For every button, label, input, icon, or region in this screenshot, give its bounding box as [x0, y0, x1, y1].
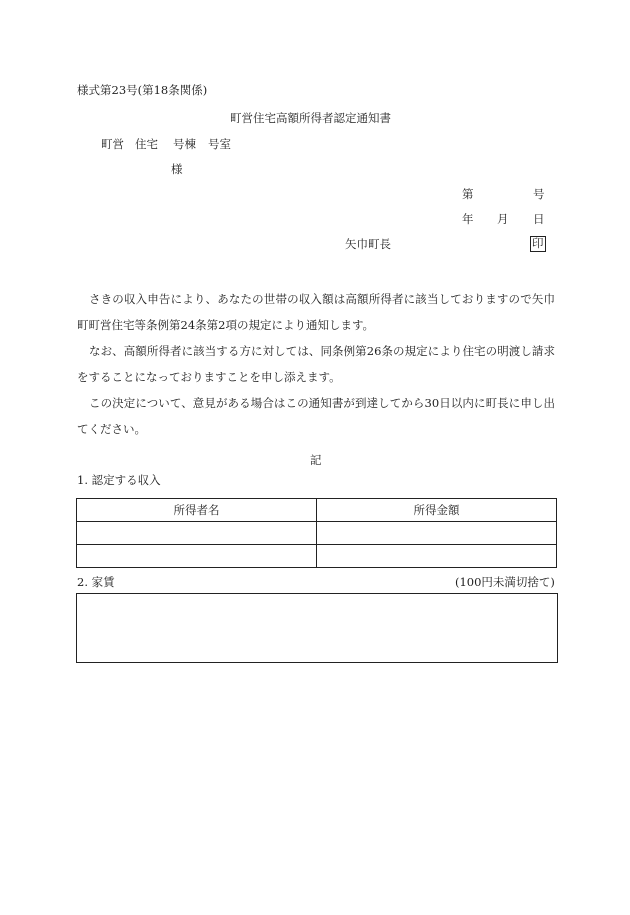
- honorific: 様: [171, 162, 183, 176]
- notice-body: [77, 286, 555, 442]
- income-name-cell[interactable]: [77, 522, 317, 545]
- seal-text: 印: [532, 236, 544, 250]
- body-paragraph-1: さきの収入申告により、あなたの世帯の収入額は高額所得者に該当しておりますので矢巾町町営住宅等条例第24条第2項の規定により通知します。: [77, 292, 555, 332]
- seal-mark: [530, 236, 546, 252]
- ki-heading: 記: [310, 453, 322, 467]
- income-amount-cell[interactable]: [317, 522, 557, 545]
- section-2-heading: 2. 家賃: [77, 575, 115, 589]
- form-number: 様式第23号(第18条関係): [77, 83, 208, 97]
- doc-number-suffix: 号: [533, 187, 545, 201]
- date-month: 月: [497, 212, 509, 226]
- address-part-1: 町営: [101, 137, 124, 151]
- sender-name: 矢巾町長: [345, 237, 391, 251]
- income-amount-header: 所得金額: [317, 499, 557, 522]
- address-part-2: 住宅: [135, 137, 158, 151]
- date-year: 年: [462, 212, 474, 226]
- income-name-cell[interactable]: [77, 545, 317, 568]
- body-paragraph-2: なお、高額所得者に該当する方に対しては、同条例第26条の規定により住宅の明渡し請求をすることになっておりますことを申し添えます。: [77, 344, 555, 384]
- doc-number-prefix: 第: [462, 187, 474, 201]
- table-row: [77, 545, 557, 568]
- table-row: [77, 522, 557, 545]
- rent-note: (100円未満切捨て): [455, 575, 555, 589]
- address-part-4: 号室: [208, 137, 231, 151]
- income-amount-cell[interactable]: [317, 545, 557, 568]
- income-table-header: [77, 499, 557, 522]
- rent-box[interactable]: [76, 593, 558, 663]
- body-paragraph-3: この決定について、意見がある場合はこの通知書が到達してから30日以内に町長に申し出てください。: [77, 396, 555, 436]
- income-table: [76, 498, 557, 568]
- income-name-header: 所得者名: [77, 499, 317, 522]
- document-title: 町営住宅高額所得者認定通知書: [230, 111, 391, 125]
- date-day: 日: [533, 212, 545, 226]
- address-part-3: 号棟: [173, 137, 196, 151]
- section-1-heading: 1. 認定する収入: [77, 473, 161, 487]
